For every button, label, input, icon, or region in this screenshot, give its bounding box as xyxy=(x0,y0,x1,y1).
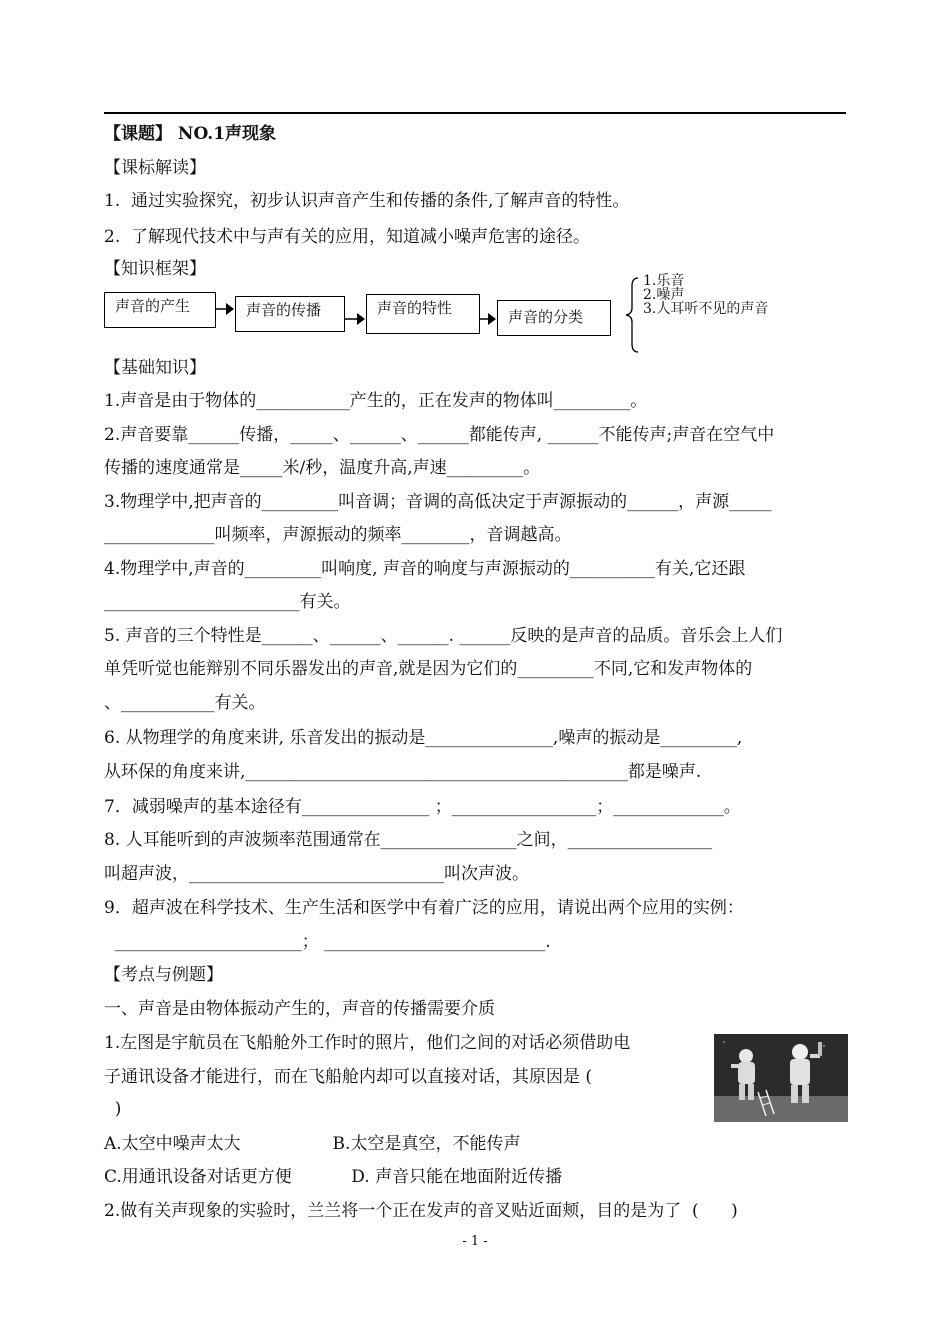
question-line: 1.左图是宇航员在飞船舱外工作时的照片，他们之间的对话必须借助电 xyxy=(104,1033,631,1053)
framework-box: 声音的特性 xyxy=(366,294,480,334)
section-standard: 【课标解读】 xyxy=(104,158,206,178)
framework-box: 声音的分类 xyxy=(497,300,611,336)
framework-box: 声音的传播 xyxy=(235,296,345,332)
basics-line: 7．减弱噪声的基本途径有_______________ ；_________________；_____________。 xyxy=(104,797,741,817)
astronaut-photo xyxy=(714,1034,848,1122)
basics-line: 、___________有关。 xyxy=(104,693,266,713)
topic-title: 【课题】 NO.1声现象 xyxy=(104,124,277,144)
standard-item: 2. 了解现代技术中与声有关的应用，知道减小噪声危害的途径。 xyxy=(104,227,591,247)
basics-line: 从环保的角度来讲,_____________________________________________都是噪声. xyxy=(104,762,702,782)
brace-icon xyxy=(624,276,642,354)
arrow-icon xyxy=(216,300,236,318)
arrow-icon xyxy=(345,310,367,328)
question-option: A.太空中噪声太大 B.太空是真空，不能传声 xyxy=(104,1134,521,1154)
section-examples: 【考点与例题】 xyxy=(104,965,223,985)
basics-line: 8. 人耳能听到的声波频率范围通常在________________之间，_________________ xyxy=(104,830,713,850)
basics-line: 叫超声波，______________________________叫次声波。 xyxy=(104,864,529,884)
header-rule xyxy=(104,112,846,114)
question-line: ) xyxy=(104,1099,122,1119)
basics-line: 2.声音要靠______传播，_____、______、______都能传声, ______不能传声;声音在空气中 xyxy=(104,425,775,445)
classification-item: 2.噪声 xyxy=(643,287,685,303)
basics-line: 传播的速度通常是_____米/秒，温度升高,声速_________。 xyxy=(104,458,541,478)
basics-line: _____________叫频率，声源振动的频率________，音调越高。 xyxy=(104,525,572,545)
section-framework: 【知识框架】 xyxy=(104,259,206,279)
basics-line: _______________________有关。 xyxy=(104,592,351,612)
basics-line: 5. 声音的三个特性是______、______、______. ______反映的是声音的品质。音乐会上人们 xyxy=(104,626,783,646)
section-basics: 【基础知识】 xyxy=(104,358,206,378)
example-heading: 一、声音是由物体振动产生的，声音的传播需要介质 xyxy=(104,999,495,1019)
framework-box: 声音的产生 xyxy=(104,292,216,328)
basics-line: 单凭听觉也能辩别不同乐器发出的声音,就是因为它们的_________不同,它和发声物体的 xyxy=(104,659,753,679)
question-option: C.用通讯设备对话更方便 D. 声音只能在地面附近传播 xyxy=(104,1167,563,1187)
standard-item: 1. 通过实验探究，初步认识声音产生和传播的条件,了解声音的特性。 xyxy=(104,191,630,211)
basics-line: 1.声音是由于物体的___________产生的，正在发声的物体叫_________。 xyxy=(104,391,648,411)
page-number: - 1 - xyxy=(462,1234,488,1249)
basics-line: 9．超声波在科学技术、生产生活和医学中有着广泛的应用，请说出两个应用的实例： xyxy=(104,898,744,918)
classification-list xyxy=(643,274,768,316)
basics-line: 3.物理学中,把声音的_________叫音调；音调的高低决定于声源振动的______，声源_____ xyxy=(104,492,772,512)
basics-line: 6. 从物理学的角度来讲, 乐音发出的振动是_______________,噪声的振动是_________, xyxy=(104,728,743,748)
question-line: 2.做有关声现象的实验时，兰兰将一个正在发声的音叉贴近面颊，目的是为了 ( ) xyxy=(104,1201,738,1221)
question-line: 子通讯设备才能进行，而在飞船舱内却可以直接对话，其原因是 ( xyxy=(104,1067,593,1087)
basics-line: 4.物理学中,声音的_________叫响度, 声音的响度与声源振动的__________有关,它还跟 xyxy=(104,559,746,579)
basics-line: ______________________； __________________________. xyxy=(104,932,551,952)
classification-item: 3.人耳听不见的声音 xyxy=(643,301,769,317)
classification-item: 1.乐音 xyxy=(643,273,685,289)
arrow-icon xyxy=(480,310,498,328)
